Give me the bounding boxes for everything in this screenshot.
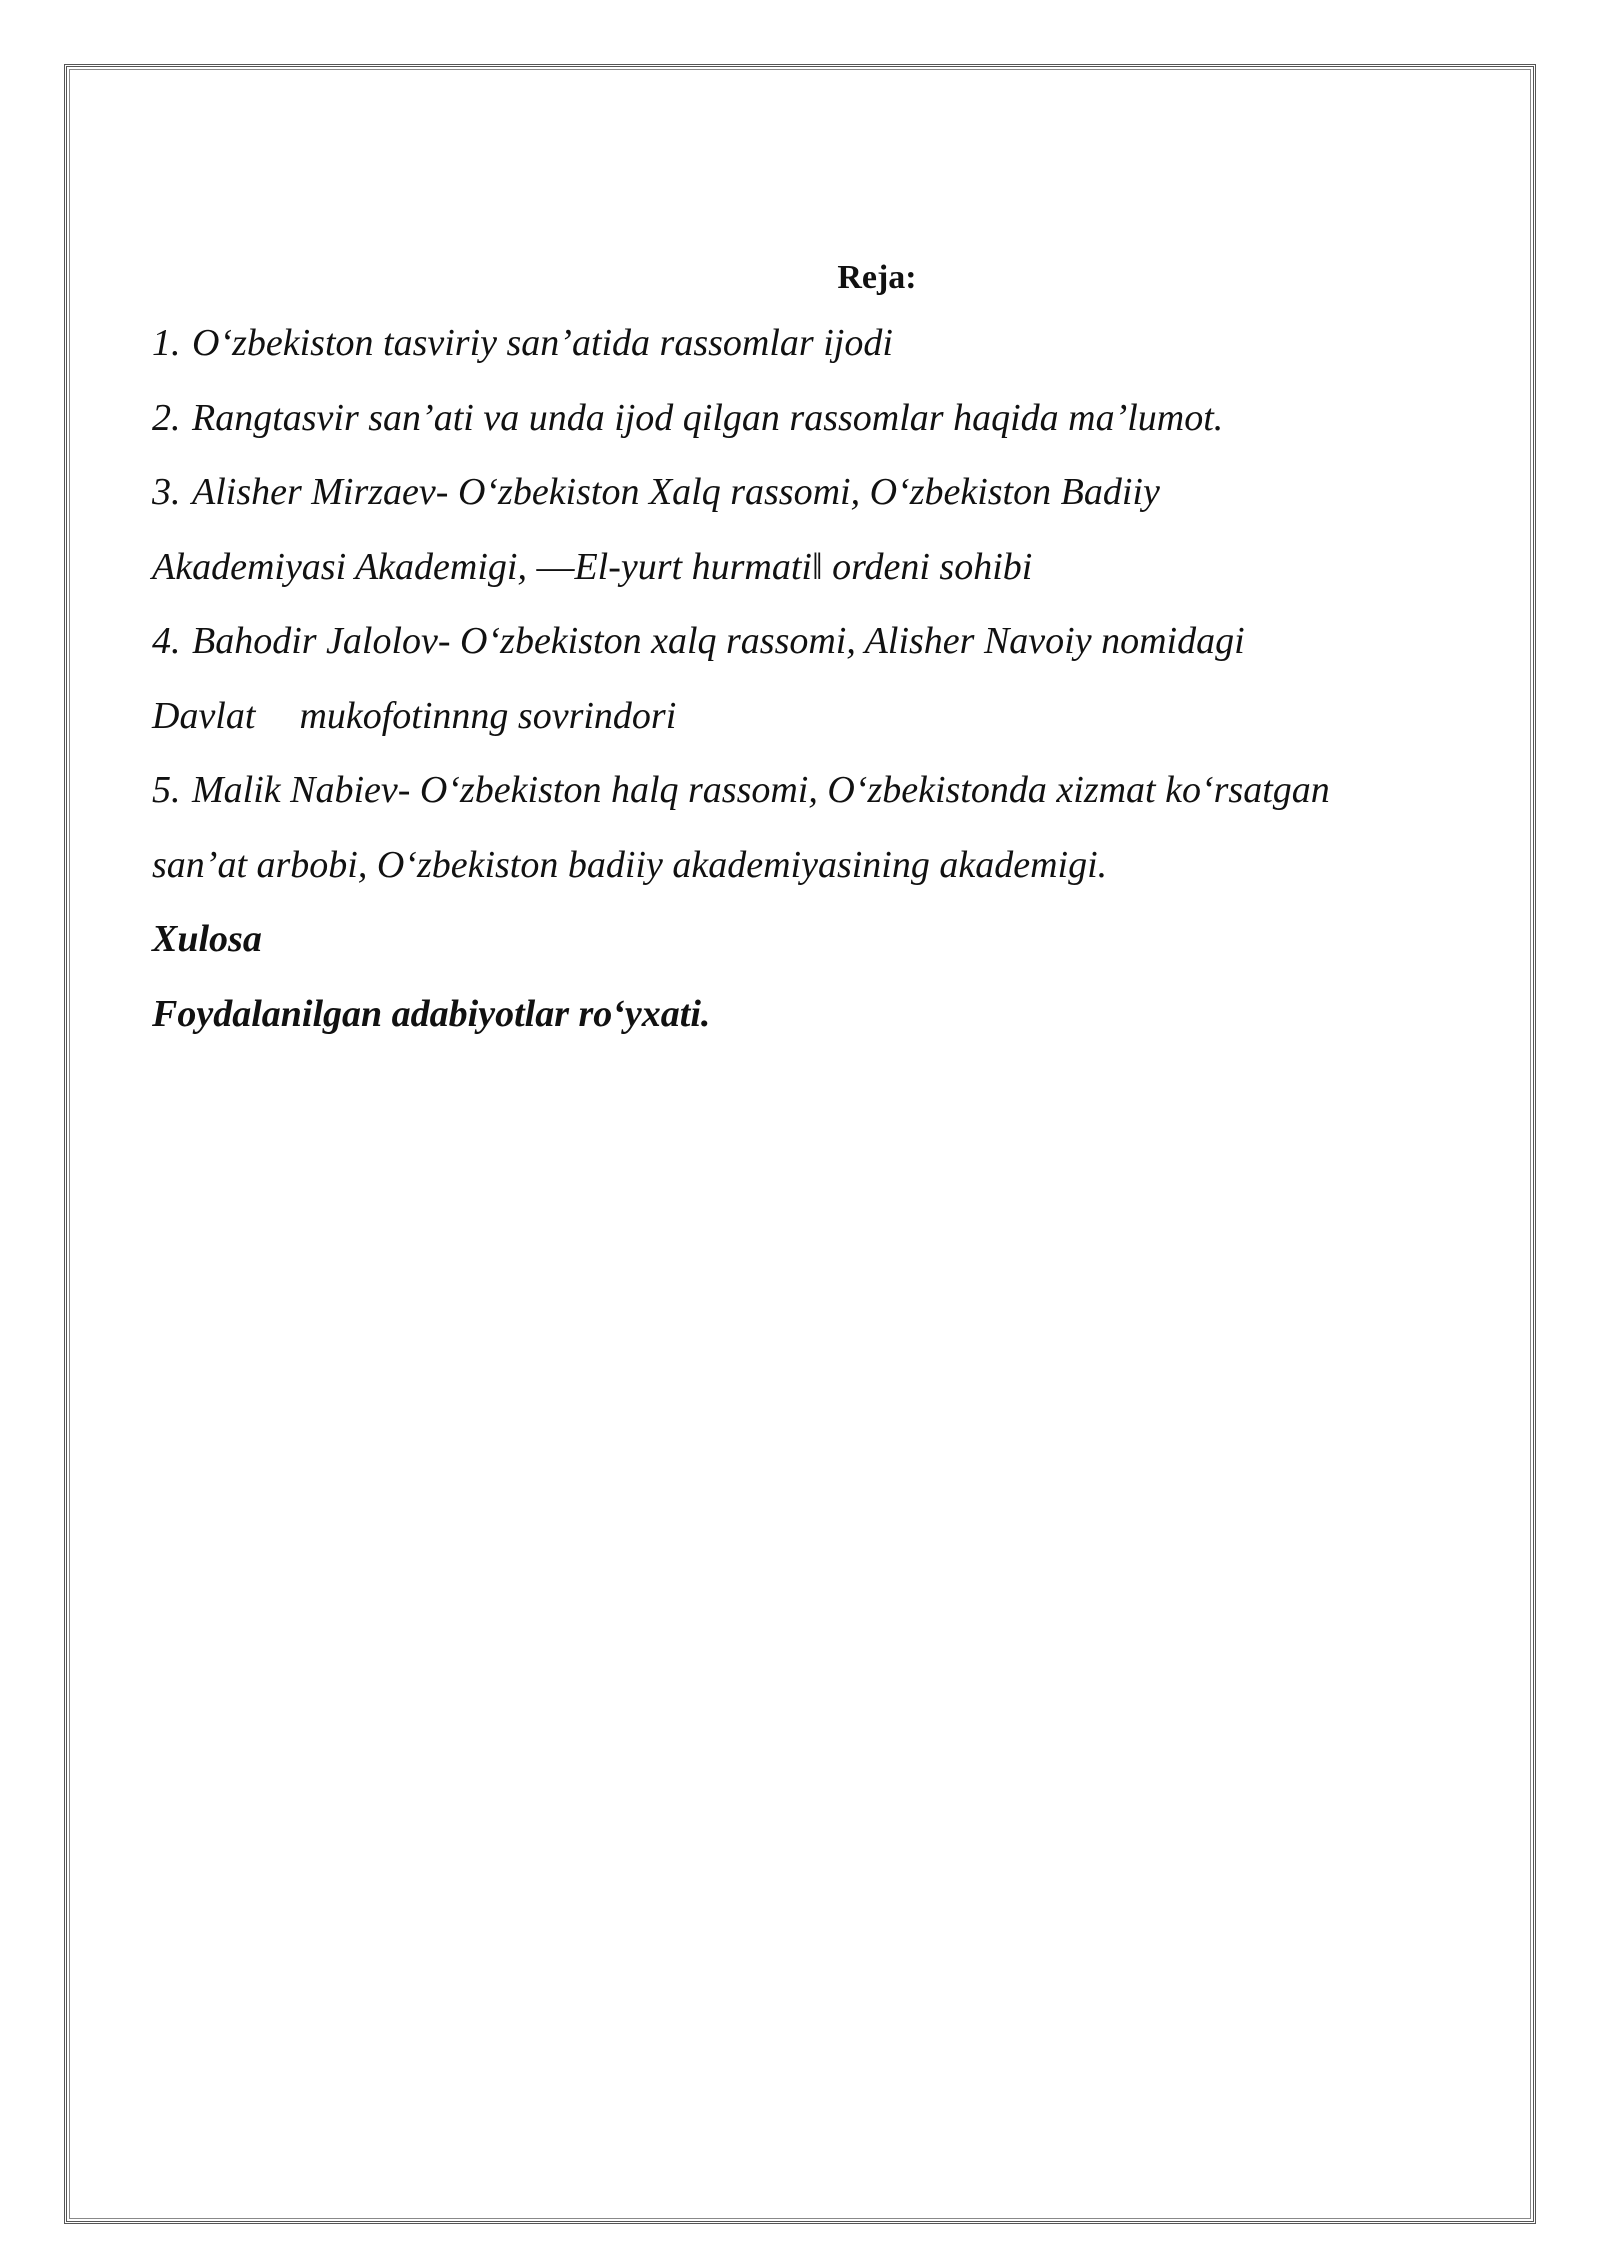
item-text: Rangtasvir san’ati va unda ijod qilgan rassomlar haqida ma’lumot. bbox=[192, 396, 1224, 439]
item-text: Davlat bbox=[152, 694, 256, 737]
plan-item-3-continued bbox=[152, 530, 1482, 605]
conclusion-heading: Xulosa bbox=[152, 918, 262, 960]
plan-item-3 bbox=[152, 455, 1482, 530]
item-text: san’at arbobi, O‘zbekiston badiiy akademiyasining akademigi. bbox=[152, 843, 1108, 886]
plan-item-2 bbox=[152, 381, 1482, 456]
item-text: Alisher Mirzaev- O‘zbekiston Xalq rassomi, O‘zbekiston Badiiy bbox=[192, 471, 1160, 513]
item-text: Malik Nabiev- O‘zbekiston halq rassomi, O‘zbekistonda xizmat ko‘rsatgan bbox=[192, 769, 1330, 811]
item-text: Bahodir Jalolov- O‘zbekiston xalq rassomi, Alisher Navoiy nomidagi bbox=[192, 620, 1245, 662]
plan-item-5 bbox=[152, 753, 1482, 828]
item-number: 5. bbox=[152, 769, 181, 811]
plan-item-4-continued bbox=[152, 679, 1482, 754]
plan-item-4 bbox=[152, 604, 1482, 679]
plan-section bbox=[152, 250, 1482, 1051]
item-text: mukofotinnng sovrindori bbox=[299, 694, 677, 737]
item-text: Akademiyasi Akademigi, ―El-yurt hurmati‖ ordeni sohibi bbox=[152, 545, 1033, 588]
item-number: 3. bbox=[152, 471, 181, 513]
plan-title: Reja: bbox=[837, 259, 917, 296]
item-number: 1. bbox=[152, 322, 181, 364]
plan-item-1 bbox=[152, 306, 1482, 381]
item-number: 4. bbox=[152, 620, 181, 662]
item-text: O‘zbekiston tasviriy san’atida rassomlar ijodi bbox=[192, 322, 893, 364]
references-heading: Foydalanilgan adabiyotlar ro‘yxati. bbox=[152, 992, 711, 1035]
plan-item-5-continued bbox=[152, 828, 1482, 903]
item-number: 2. bbox=[152, 396, 181, 439]
